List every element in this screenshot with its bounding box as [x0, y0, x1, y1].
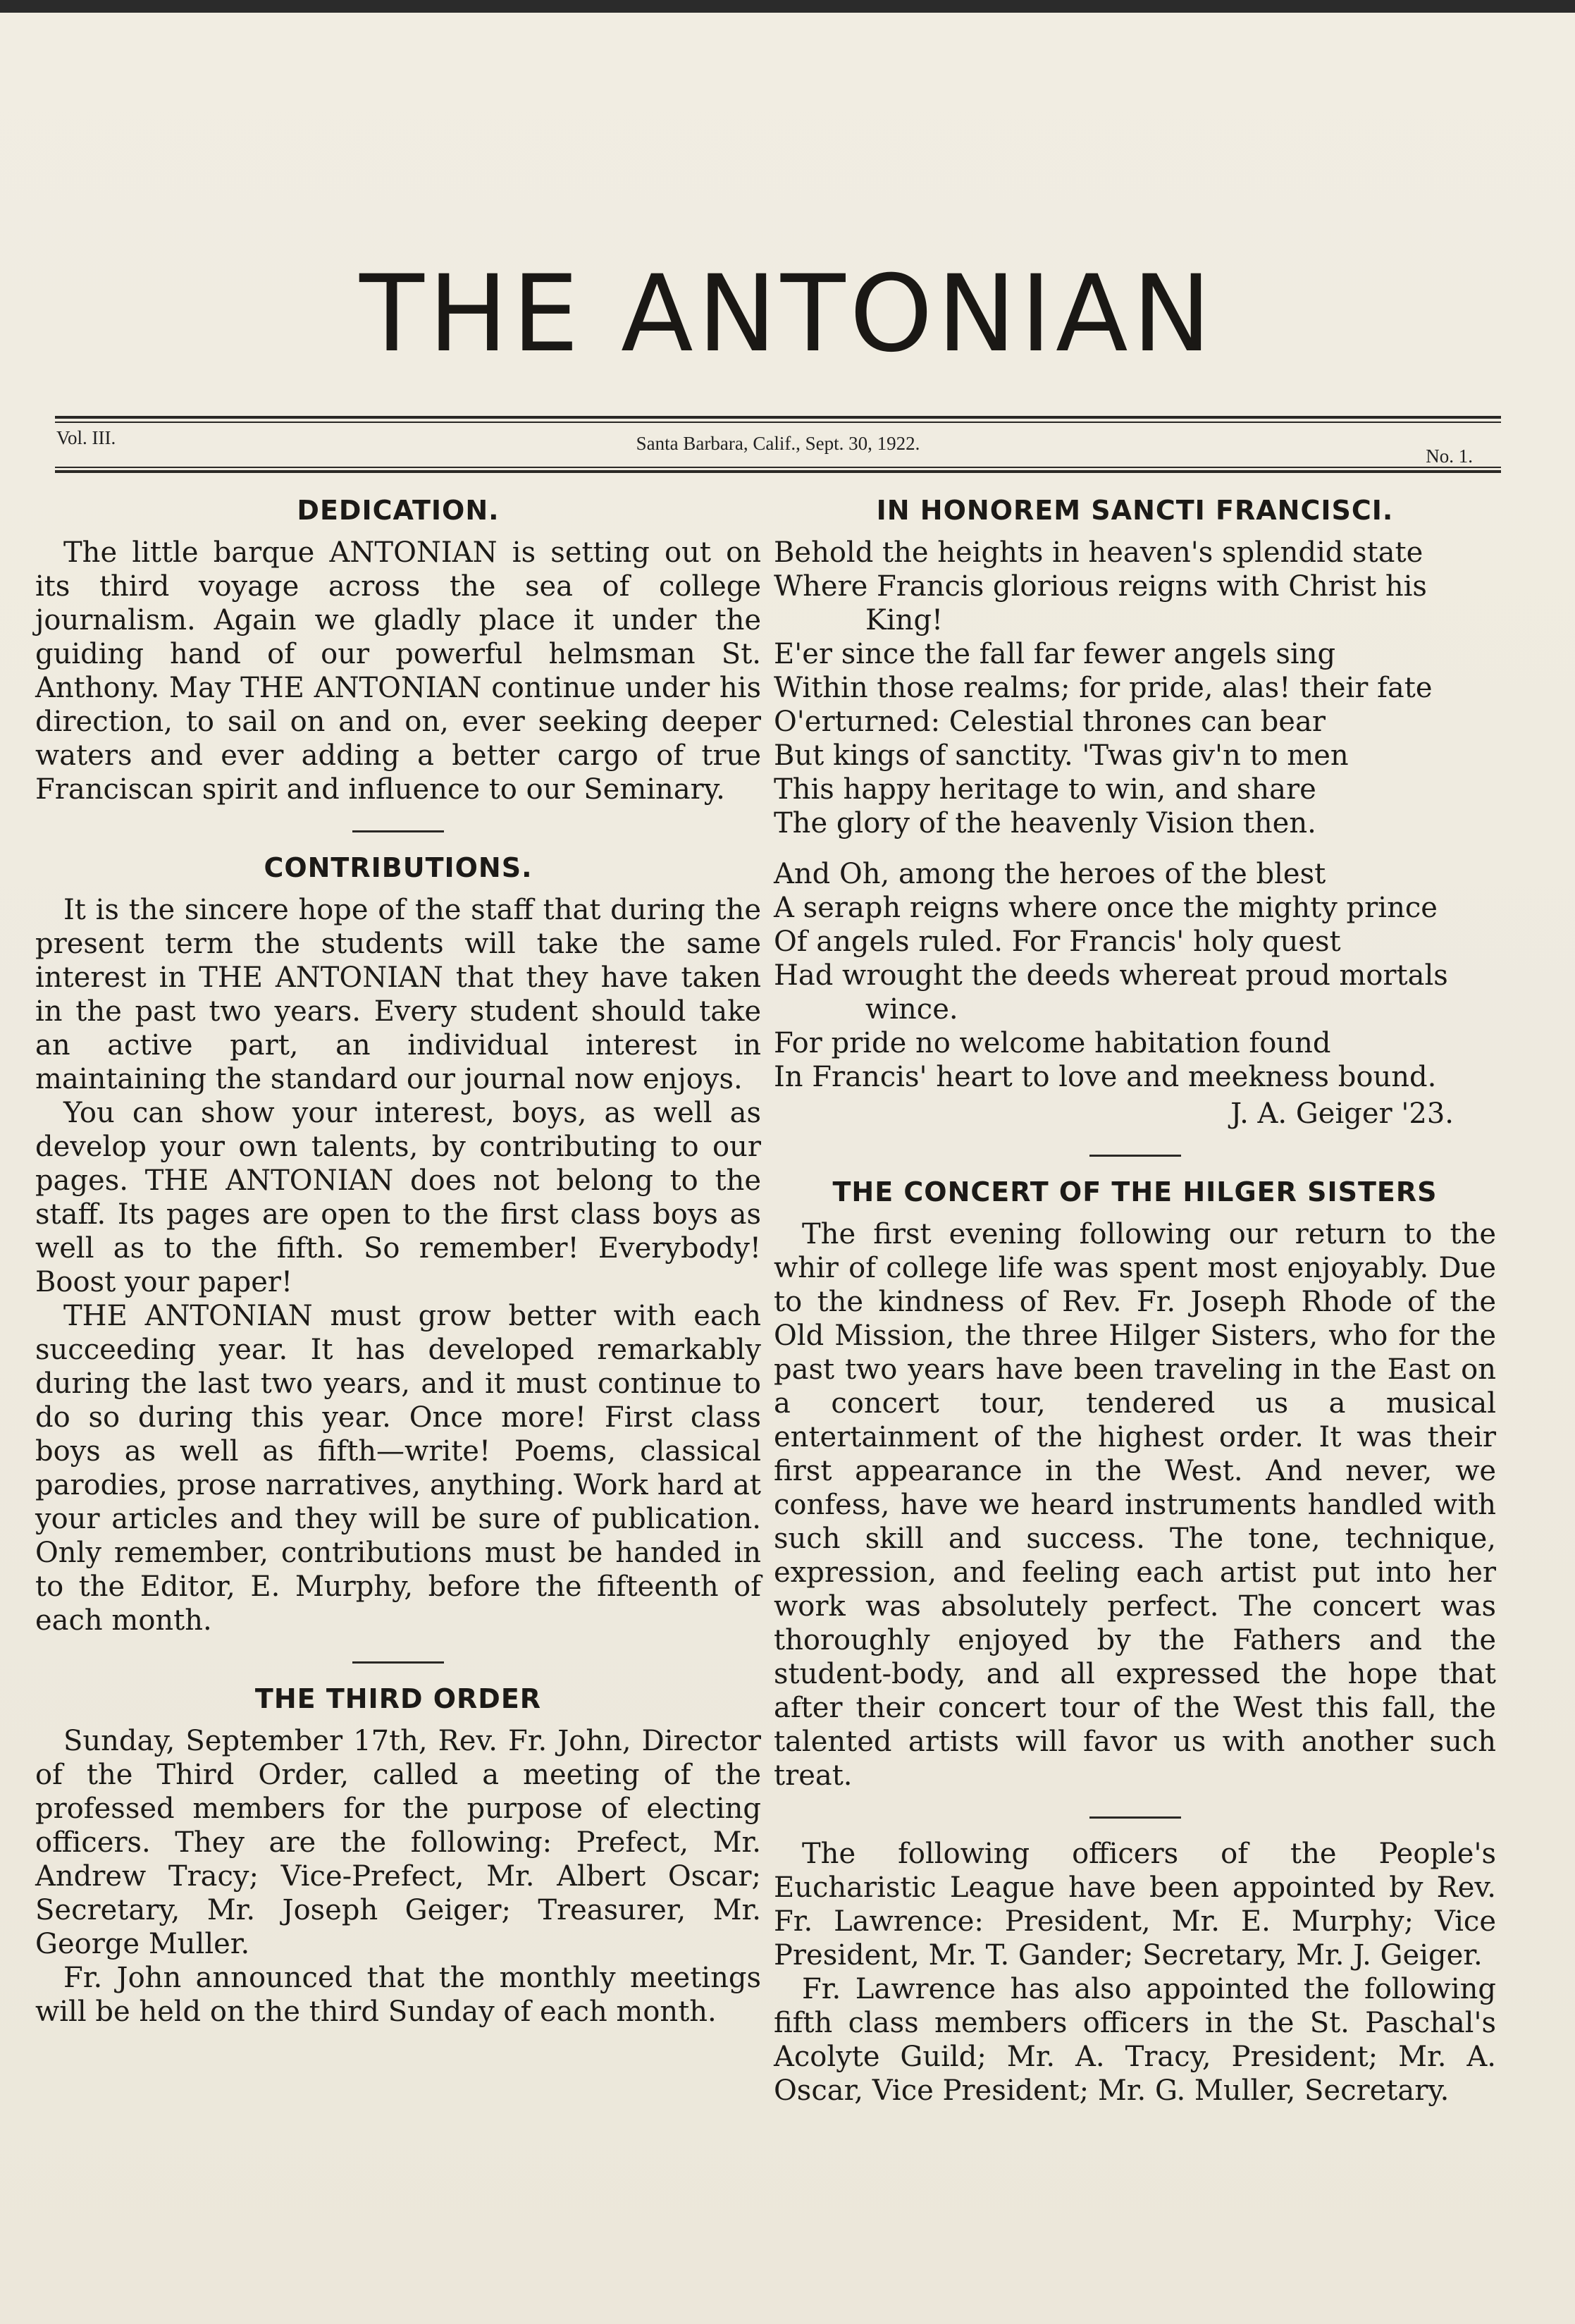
masthead-rule-bottom	[55, 470, 1501, 473]
section-divider	[1089, 1816, 1181, 1819]
poem-heading: IN HONOREM SANCTI FRANCISCI.	[876, 495, 1394, 526]
section-divider	[352, 1661, 444, 1664]
dedication-body: The little barque ANTONIAN is setting out on its third voyage across the sea of college journalism. Again we gladly place it under the guiding hand of our powerful helmsman St. Anthony. May THE ANTONIAN continue under his direction, to sail on and on, ever seeking deeper waters and ever adding a better cargo of true Franciscan spirit and influence to our Seminary.	[35, 536, 761, 806]
poem-line: Of angels ruled. For Francis' holy quest	[774, 926, 1341, 958]
poem-line: In Francis' heart to love and meekness bound.	[774, 1061, 1437, 1093]
contributions-article	[35, 851, 761, 1637]
poem-line: Within those realms; for pride, alas! their fate	[774, 672, 1433, 704]
poem-line: Behold the heights in heaven's splendid state	[774, 536, 1423, 569]
contributions-paragraph: You can show your interest, boys, as well as develop your own talents, by contributing to our pages. THE ANTONIAN does not belong to the staff. Its pages are open to the first class boys as well as to the fifth. So remember! Everybody! Boost your paper!	[35, 1097, 761, 1298]
dateline	[55, 427, 1501, 467]
poem-line: E'er since the fall far fewer angels sing	[774, 638, 1336, 670]
poem-line: King!	[865, 604, 944, 637]
section-divider	[352, 830, 444, 832]
poem-line: The glory of the heavenly Vision then.	[774, 807, 1316, 840]
stanza-break	[774, 840, 1496, 857]
volume-number: Vol. III.	[56, 427, 116, 448]
concert-article	[774, 1175, 1496, 1793]
poem-line: This happy heritage to win, and share	[774, 773, 1316, 806]
third-order-paragraph: Sunday, September 17th, Rev. Fr. John, Director of the Third Order, called a meeting of the professed members for the purpose of electing officers. They are the following: Prefect, Mr. Andrew Tracy; Vice-Prefect, Mr. Albert Oscar; Secretary, Mr. Joseph Geiger; Treasurer, Mr. George Muller.	[35, 1725, 761, 1960]
scan-top-edge	[0, 0, 1575, 13]
place-date: Santa Barbara, Calif., Sept. 30, 1922.	[636, 433, 920, 454]
league-paragraph: The following officers of the People's Eucharistic League have been appointed by Rev. Fr. Lawrence: President, Mr. E. Murphy; Vice President, Mr. T. Gander; Secretary, Mr. J. Geiger.	[774, 1838, 1496, 1972]
concert-body: The first evening following our return to the whir of college life was spent most enjoyably. Due to the kindness of Rev. Fr. Joseph Rhode of the Old Mission, the three Hilger Sisters, who for the past two years have been traveling in the East on a concert tour, tendered us a musical entertainment of the highest order. It was their first appearance in the West. And never, we confess, have we heard instruments handled with such skill and success. The tone, technique, expression, and feeling each artist put into her work was absolutely perfect. The concert was thoroughly enjoyed by the Fathers and the student-body, and all expressed the hope that after their concert tour of the West this fall, the talented artists will favor us with another such treat.	[774, 1218, 1496, 1792]
issue-number: No. 1.	[1426, 445, 1473, 467]
right-column	[774, 493, 1496, 2108]
contributions-paragraph: It is the sincere hope of the staff that during the present term the students will take the same interest in THE ANTONIAN that they have taken in the past two years. Every student should take an active part, an individual interest in maintaining the standard our journal now enjoys.	[35, 894, 761, 1095]
masthead-title: THE ANTONIAN	[359, 252, 1216, 376]
concert-heading: THE CONCERT OF THE HILGER SISTERS	[832, 1176, 1438, 1207]
poem-line: For pride no welcome habitation found	[774, 1027, 1331, 1059]
poem-body	[774, 536, 1496, 1094]
left-column	[35, 493, 761, 2029]
poem-line: O'erturned: Celestial thrones can bear	[774, 706, 1326, 738]
third-order-paragraph: Fr. John announced that the monthly meetings will be held on the third Sunday of each month.	[35, 1962, 761, 2028]
third-order-heading: THE THIRD ORDER	[254, 1683, 542, 1714]
poem-author: J. A. Geiger '23.	[1230, 1098, 1454, 1130]
masthead-rule-top	[55, 416, 1501, 419]
league-article	[774, 1837, 1496, 2108]
poem-line: And Oh, among the heroes of the blest	[774, 858, 1326, 890]
league-paragraph: Fr. Lawrence has also appointed the following fifth class members officers in the St. Paschal's Acolyte Guild; Mr. A. Tracy, President; Mr. A. Oscar, Vice President; Mr. G. Muller, Secretary.	[774, 1973, 1496, 2107]
poem-line: Had wrought the deeds whereat proud mortals	[774, 959, 1448, 992]
third-order-article	[35, 1682, 761, 2029]
poem-line: A seraph reigns where once the mighty prince	[774, 892, 1438, 924]
poem-article	[774, 493, 1496, 1131]
section-divider	[1089, 1155, 1181, 1157]
poem-line: Where Francis glorious reigns with Christ his	[774, 570, 1427, 603]
dedication-article	[35, 493, 761, 806]
masthead-rule-bottom-thin	[55, 467, 1501, 468]
contributions-heading: CONTRIBUTIONS.	[264, 852, 533, 883]
contributions-paragraph: THE ANTONIAN must grow better with each succeeding year. It has developed remarkably during the last two years, and it must continue to do so during this year. Once more! First class boys as well as fifth—write! Poems, classical parodies, prose narratives, anything. Work hard at your articles and they will be sure of publication. Only remember, contributions must be handed in to the Editor, E. Murphy, before the fifteenth of each month.	[35, 1300, 761, 1637]
poem-line: But kings of sanctity. 'Twas giv'n to men	[774, 739, 1349, 772]
poem-line: wince.	[865, 993, 958, 1026]
dedication-heading: DEDICATION.	[297, 495, 500, 526]
masthead-rule-top-thin	[55, 422, 1501, 423]
